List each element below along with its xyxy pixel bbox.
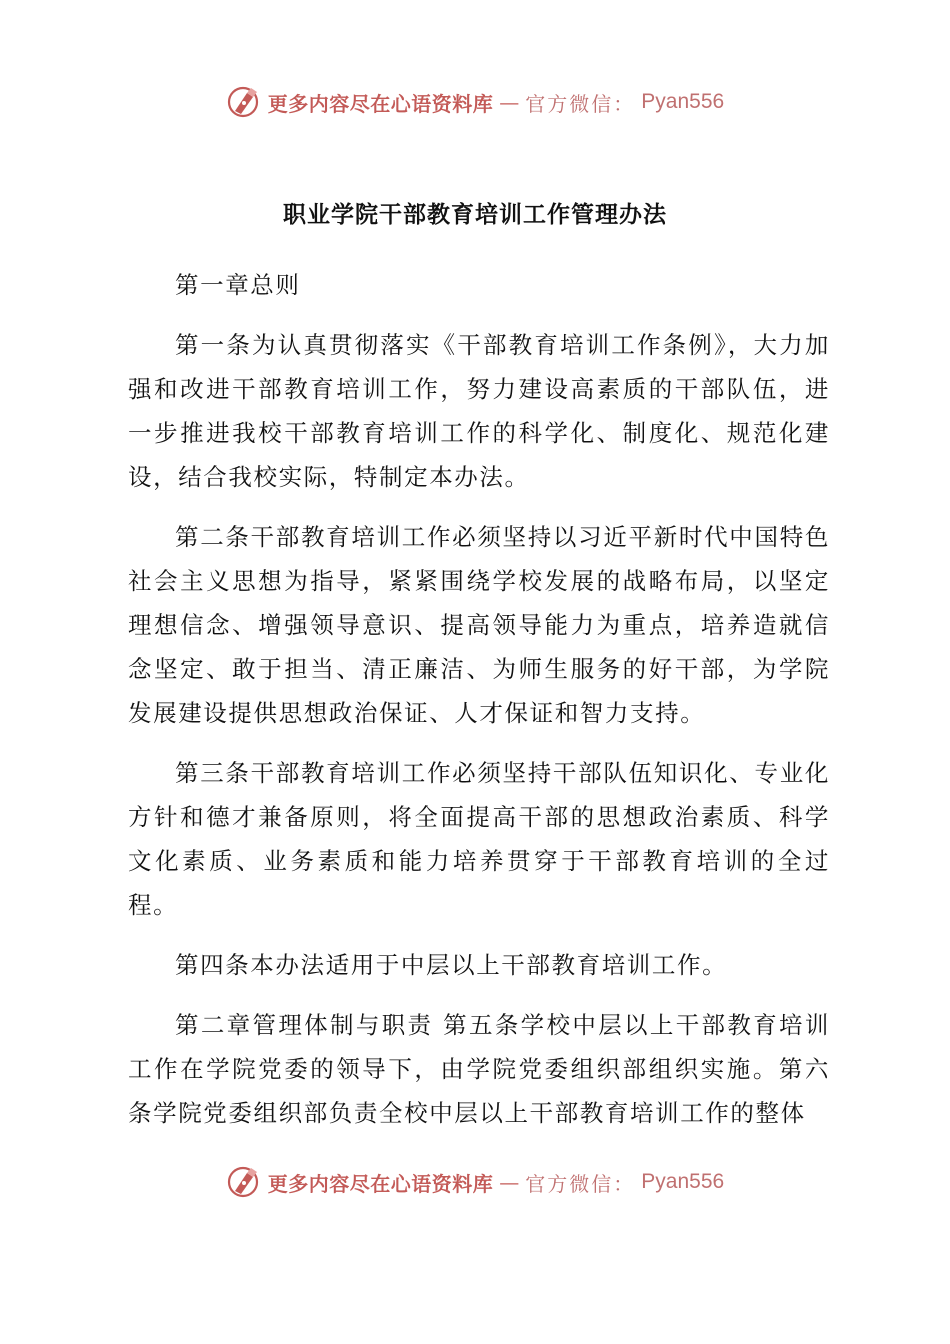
- watermark-banner-bottom: [0, 1162, 950, 1202]
- paragraph-article-3: 第三条干部教育培训工作必须坚持干部队伍知识化、专业化方针和德才兼备原则，将全面提高干部的思想政治素质、科学文化素质、业务素质和能力培养贯穿于干部教育培训的全过程。: [128, 759, 830, 919]
- banner-label: 官方微信：: [525, 91, 636, 116]
- paragraph-article-2: 第二条干部教育培训工作必须坚持以习近平新时代中国特色社会主义思想为指导，紧紧围绕学校发展的战略布局，以坚定理想信念、增强领导意识、提高领导能力为重点，培养造就信念坚定、敢于担当、清正廉洁、为师生服务的好干部，为学院发展建设提供思想政治保证、人才保证和智力支持。: [128, 523, 830, 727]
- pen-nib-logo-icon: [226, 84, 262, 120]
- banner-separator: —: [499, 90, 520, 114]
- banner-separator: —: [499, 1170, 520, 1194]
- banner-wechat-id: Pyan556: [641, 1170, 725, 1193]
- banner-label: 官方微信：: [525, 1171, 636, 1196]
- pen-nib-logo-icon: [226, 1164, 262, 1200]
- banner-wechat-id: Pyan556: [641, 90, 725, 113]
- banner-main-text: 更多内容尽在心语资料库: [267, 91, 494, 116]
- paragraph-chapter-2: 第二章管理体制与职责 第五条学校中层以上干部教育培训工作在学院党委的领导下，由学院党委组织部组织实施。第六条学院党委组织部负责全校中层以上干部教育培训工作的整体: [128, 1011, 830, 1127]
- watermark-banner-top: [0, 82, 950, 122]
- banner-main-text: 更多内容尽在心语资料库: [267, 1171, 494, 1196]
- paragraph-chapter-1-heading: 第一章总则: [175, 271, 301, 299]
- document-body: [128, 263, 830, 1151]
- paragraph-article-1: 第一条为认真贯彻落实《干部教育培训工作条例》，大力加强和改进干部教育培训工作，努力建设高素质的干部队伍，进一步推进我校干部教育培训工作的科学化、制度化、规范化建设，结合我校实际，特制定本办法。: [128, 331, 830, 491]
- document-title: 职业学院干部教育培训工作管理办法: [283, 202, 667, 228]
- paragraph-article-4: 第四条本办法适用于中层以上干部教育培训工作。: [175, 951, 728, 979]
